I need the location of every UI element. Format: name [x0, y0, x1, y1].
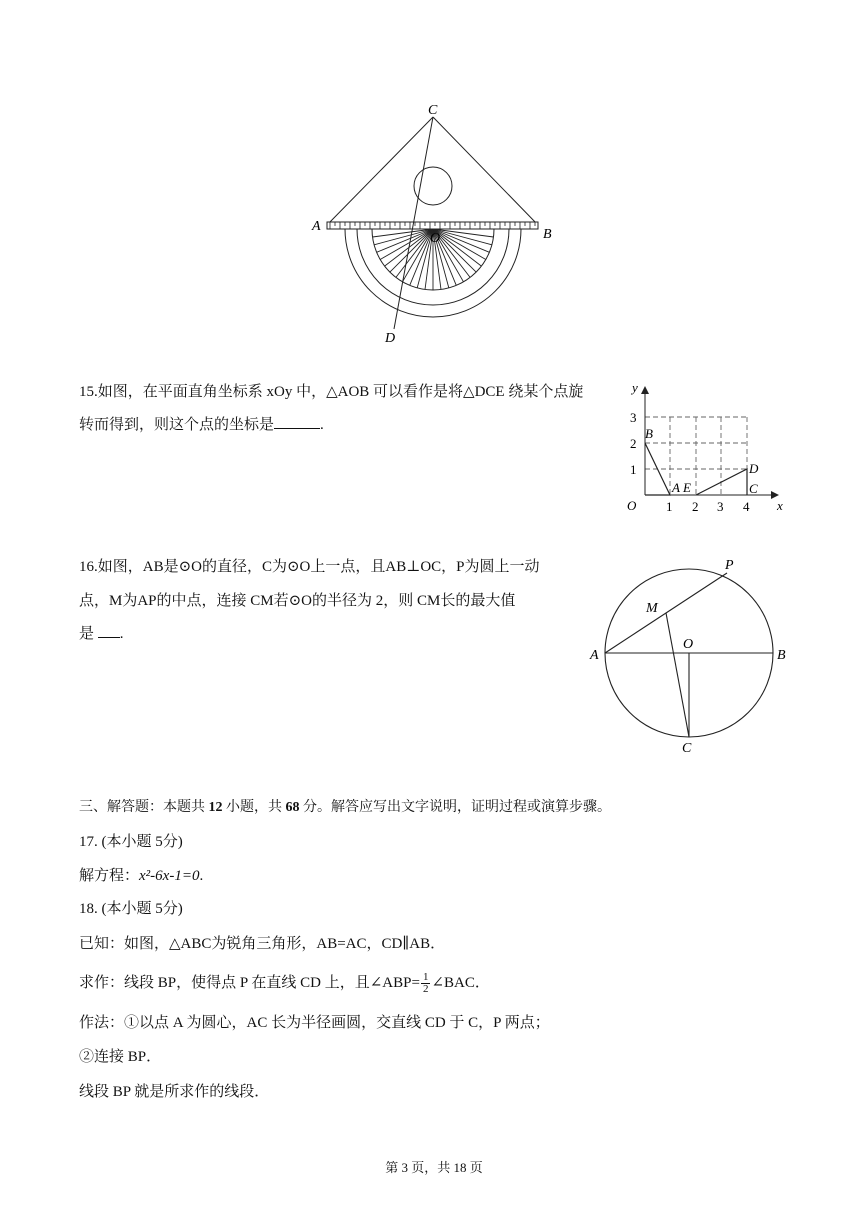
triangle-side-ca: [327, 117, 433, 225]
triangle-side-cb: [433, 117, 538, 225]
axis-x-label: x: [777, 498, 783, 513]
q15-text2: 转而得到，则这个点的坐标是: [79, 417, 275, 433]
label-o: O: [430, 231, 441, 246]
fraction-numerator: 1: [422, 971, 429, 983]
y-axis-arrow: [641, 386, 649, 394]
label-d: D: [385, 331, 396, 346]
q17-equation: x²-6x-1=0: [139, 868, 200, 884]
q18-construct-prefix: 求作：线段 BP，使得点 P 在直线 CD 上，且∠ABP=: [79, 974, 420, 991]
x-tick-3: 3: [717, 499, 724, 514]
y-tick-3: 3: [630, 410, 637, 425]
q17-title: 17. (本小题 5分): [79, 834, 183, 850]
q16-text2: 点，M为AP的中点，连接 CM若⊙O的半径为 2，则 CM长的最大值: [79, 593, 516, 609]
label-b2: B: [777, 648, 786, 663]
q18-construct-suffix: ∠BAC．: [431, 974, 490, 991]
q15-text1: 如图，在平面直角坐标系 xOy 中，△AOB 可以看作是将△DCE 绕某个点旋: [97, 384, 584, 400]
label-a2: A: [590, 648, 599, 663]
q16-line1: [79, 557, 540, 577]
section3-heading-a: 三、解答题：本题共: [79, 800, 209, 815]
label-p: P: [725, 558, 734, 573]
point-c-label: C: [749, 481, 758, 496]
protractor-ray: [374, 229, 433, 245]
q17-prompt: [79, 866, 203, 886]
q15-answer-blank[interactable]: [274, 428, 320, 429]
q16-text3-end: .: [119, 626, 124, 642]
label-b: B: [543, 227, 552, 242]
x-tick-4: 4: [743, 499, 750, 514]
q17-prompt-label: 解方程：: [79, 868, 140, 884]
section3-heading: [79, 798, 611, 818]
section3-heading-n2: 68: [285, 800, 300, 815]
point-b-label: B: [645, 426, 653, 441]
x-tick-1: 1: [666, 499, 673, 514]
page-footer: 第 3 页，共 18 页: [385, 1160, 483, 1175]
q15-line1: [79, 382, 583, 402]
one-half-fraction: [421, 972, 431, 995]
q16-line2: [79, 591, 515, 611]
ruler-bar: [327, 222, 538, 229]
protractor-figure: [300, 95, 570, 350]
q15-number: 15.: [79, 384, 98, 400]
q18-title: 18. (本小题 5分): [79, 901, 183, 917]
q16-text3: 是: [79, 626, 95, 642]
q18-given: 已知：如图，△ABC为锐角三角形，AB=AC，CD∥AB．: [79, 936, 446, 952]
q16-circle-figure: [585, 555, 795, 760]
q17-equation-end: .: [199, 868, 204, 884]
label-m: M: [646, 601, 658, 616]
origin-label: O: [627, 498, 637, 513]
small-circle: [414, 167, 452, 205]
x-tick-2: 2: [692, 499, 699, 514]
axis-y-label: y: [632, 380, 638, 395]
segment-cm: [666, 613, 689, 737]
triangle-dce: [696, 469, 747, 495]
q18-conclusion: 线段 BP 就是所求作的线段．: [79, 1084, 270, 1100]
point-d-label: D: [749, 461, 759, 476]
section3-heading-b: 小题，共: [222, 800, 286, 815]
label-c: C: [428, 103, 438, 118]
q18-method1: 作法：①以点 A 为圆心，AC 长为半径画圆，交直线 CD 于 C，P 两点；: [79, 1015, 550, 1031]
point-e-label: E: [683, 480, 691, 495]
q16-text1: 如图，AB是⊙O的直径，C为⊙O上一点，且AB⊥OC，P为圆上一动: [97, 559, 540, 575]
y-tick-1: 1: [630, 462, 637, 477]
q15-line2: [79, 415, 324, 435]
label-a: A: [312, 219, 321, 234]
q15-coordinate-graph: [620, 378, 795, 518]
fraction-denominator: 2: [422, 983, 429, 995]
y-tick-2: 2: [630, 436, 637, 451]
q18-construct: [79, 972, 490, 995]
point-a-label: A: [672, 480, 680, 495]
q16-number: 16.: [79, 559, 98, 575]
label-c2: C: [682, 741, 692, 756]
section3-heading-n1: 12: [208, 800, 223, 815]
q18-method2: ②连接 BP．: [79, 1049, 162, 1065]
q16-line3: [79, 624, 124, 644]
protractor-ray: [433, 229, 492, 245]
q15-text2-end: .: [320, 417, 324, 433]
label-o2: O: [683, 637, 694, 652]
section3-heading-c: 分。解答应写出文字说明，证明过程或演算步骤。: [299, 800, 611, 815]
q16-answer-blank[interactable]: [98, 637, 120, 638]
